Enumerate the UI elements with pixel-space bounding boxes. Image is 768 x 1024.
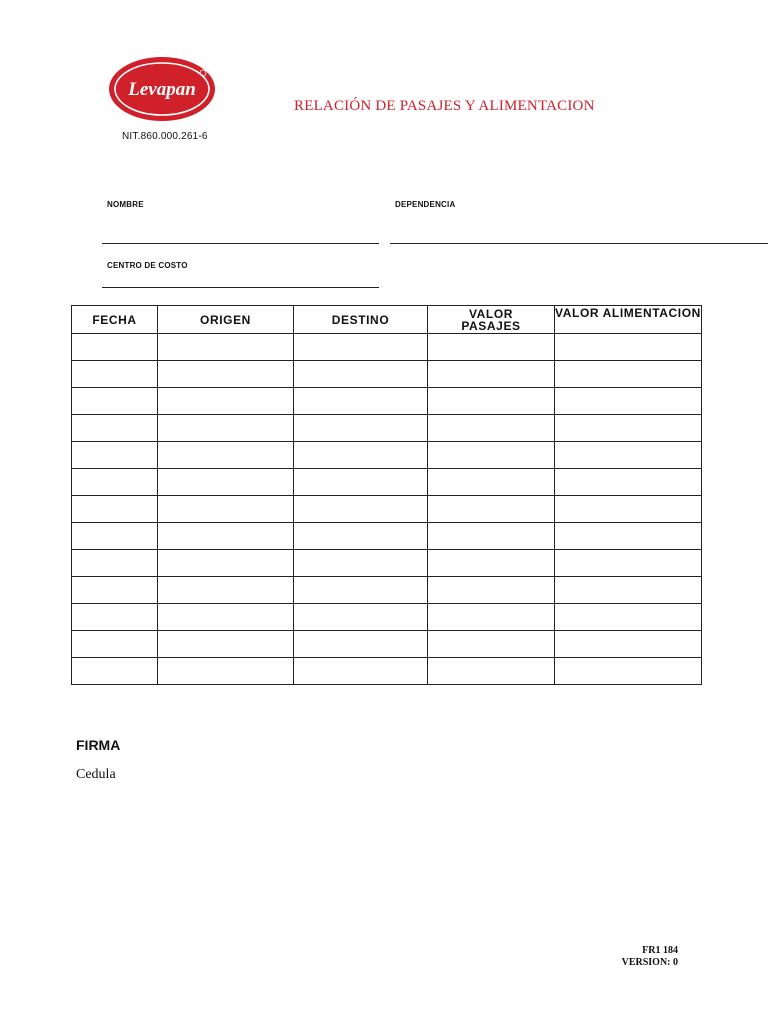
table-cell[interactable]	[72, 361, 158, 388]
table-cell[interactable]	[158, 415, 294, 442]
table-cell[interactable]	[294, 550, 428, 577]
table-cell[interactable]	[555, 604, 702, 631]
table-cell[interactable]	[555, 334, 702, 361]
table-cell[interactable]	[72, 523, 158, 550]
table-cell[interactable]	[158, 631, 294, 658]
table-cell[interactable]	[72, 658, 158, 685]
table-cell[interactable]	[294, 442, 428, 469]
table-cell[interactable]	[72, 388, 158, 415]
centro-costo-label: CENTRO DE COSTO	[107, 261, 188, 270]
table-cell[interactable]	[158, 604, 294, 631]
table-cell[interactable]	[428, 334, 555, 361]
table-cell[interactable]	[72, 550, 158, 577]
table-cell[interactable]	[428, 496, 555, 523]
table-cell[interactable]	[72, 415, 158, 442]
table-row	[72, 361, 702, 388]
table-cell[interactable]	[428, 604, 555, 631]
table-cell[interactable]	[428, 658, 555, 685]
company-nit: NIT.860.000.261-6	[122, 131, 208, 142]
table-cell[interactable]	[294, 577, 428, 604]
table-cell[interactable]	[72, 577, 158, 604]
table-cell[interactable]	[428, 388, 555, 415]
table-cell[interactable]	[555, 415, 702, 442]
column-header-fecha: FECHA	[72, 306, 158, 334]
table-cell[interactable]	[158, 388, 294, 415]
table-cell[interactable]	[555, 577, 702, 604]
table-row	[72, 550, 702, 577]
nombre-field-line[interactable]	[102, 243, 379, 244]
travel-expense-table	[71, 305, 702, 685]
table-cell[interactable]	[158, 334, 294, 361]
table-cell[interactable]	[555, 442, 702, 469]
table-cell[interactable]	[428, 577, 555, 604]
table-cell[interactable]	[555, 658, 702, 685]
table-row	[72, 388, 702, 415]
table-cell[interactable]	[555, 523, 702, 550]
table-cell[interactable]	[72, 496, 158, 523]
table-cell[interactable]	[72, 442, 158, 469]
nombre-label: NOMBRE	[107, 200, 144, 209]
table-cell[interactable]	[158, 577, 294, 604]
table-cell[interactable]	[158, 361, 294, 388]
table-cell[interactable]	[158, 523, 294, 550]
table-cell[interactable]	[294, 604, 428, 631]
table-cell[interactable]	[555, 388, 702, 415]
table-cell[interactable]	[72, 604, 158, 631]
table-cell[interactable]	[428, 523, 555, 550]
table-cell[interactable]	[158, 658, 294, 685]
table-row	[72, 631, 702, 658]
table-cell[interactable]	[72, 631, 158, 658]
table-cell[interactable]	[555, 496, 702, 523]
table-cell[interactable]	[294, 469, 428, 496]
table-cell[interactable]	[428, 469, 555, 496]
table-row	[72, 469, 702, 496]
centro-costo-field-line[interactable]	[102, 287, 379, 288]
table-cell[interactable]	[428, 631, 555, 658]
table-row	[72, 523, 702, 550]
table-cell[interactable]	[428, 550, 555, 577]
table-cell[interactable]	[294, 523, 428, 550]
table-row	[72, 577, 702, 604]
table-cell[interactable]	[294, 361, 428, 388]
page-title: RELACIÓN DE PASAJES Y ALIMENTACION	[294, 98, 595, 114]
table-cell[interactable]	[555, 550, 702, 577]
table-row	[72, 496, 702, 523]
table-cell[interactable]	[294, 388, 428, 415]
table-cell[interactable]	[428, 415, 555, 442]
table-row	[72, 442, 702, 469]
table-row	[72, 334, 702, 361]
table-header-row	[72, 306, 702, 334]
cedula-label: Cedula	[76, 767, 116, 782]
dependencia-field-line[interactable]	[390, 243, 768, 244]
table-cell[interactable]	[294, 496, 428, 523]
table-cell[interactable]	[158, 496, 294, 523]
table-cell[interactable]	[158, 550, 294, 577]
column-header-origen: ORIGEN	[158, 306, 294, 334]
levapan-logo	[108, 56, 216, 122]
table-row	[72, 658, 702, 685]
table-cell[interactable]	[158, 442, 294, 469]
table-cell[interactable]	[72, 469, 158, 496]
column-header-valor-alimentacion: VALOR ALIMENTACION	[555, 306, 702, 334]
column-header-destino: DESTINO	[294, 306, 428, 334]
table-cell[interactable]	[555, 631, 702, 658]
table-row	[72, 415, 702, 442]
table-cell[interactable]	[555, 469, 702, 496]
column-header-valor-pasajes: VALOR PASAJES	[428, 306, 555, 334]
table-cell[interactable]	[294, 334, 428, 361]
svg-text:Levapan: Levapan	[128, 79, 196, 100]
table-cell[interactable]	[72, 334, 158, 361]
dependencia-label: DEPENDENCIA	[395, 200, 456, 209]
form-code: FR1 184	[642, 945, 678, 956]
table-cell[interactable]	[555, 361, 702, 388]
table-cell[interactable]	[158, 469, 294, 496]
firma-label: FIRMA	[76, 737, 121, 753]
table-cell[interactable]	[428, 442, 555, 469]
table-cell[interactable]	[294, 415, 428, 442]
table-row	[72, 604, 702, 631]
form-version: VERSION: 0	[621, 957, 678, 968]
table-cell[interactable]	[428, 361, 555, 388]
table-cell[interactable]	[294, 658, 428, 685]
table-cell[interactable]	[294, 631, 428, 658]
